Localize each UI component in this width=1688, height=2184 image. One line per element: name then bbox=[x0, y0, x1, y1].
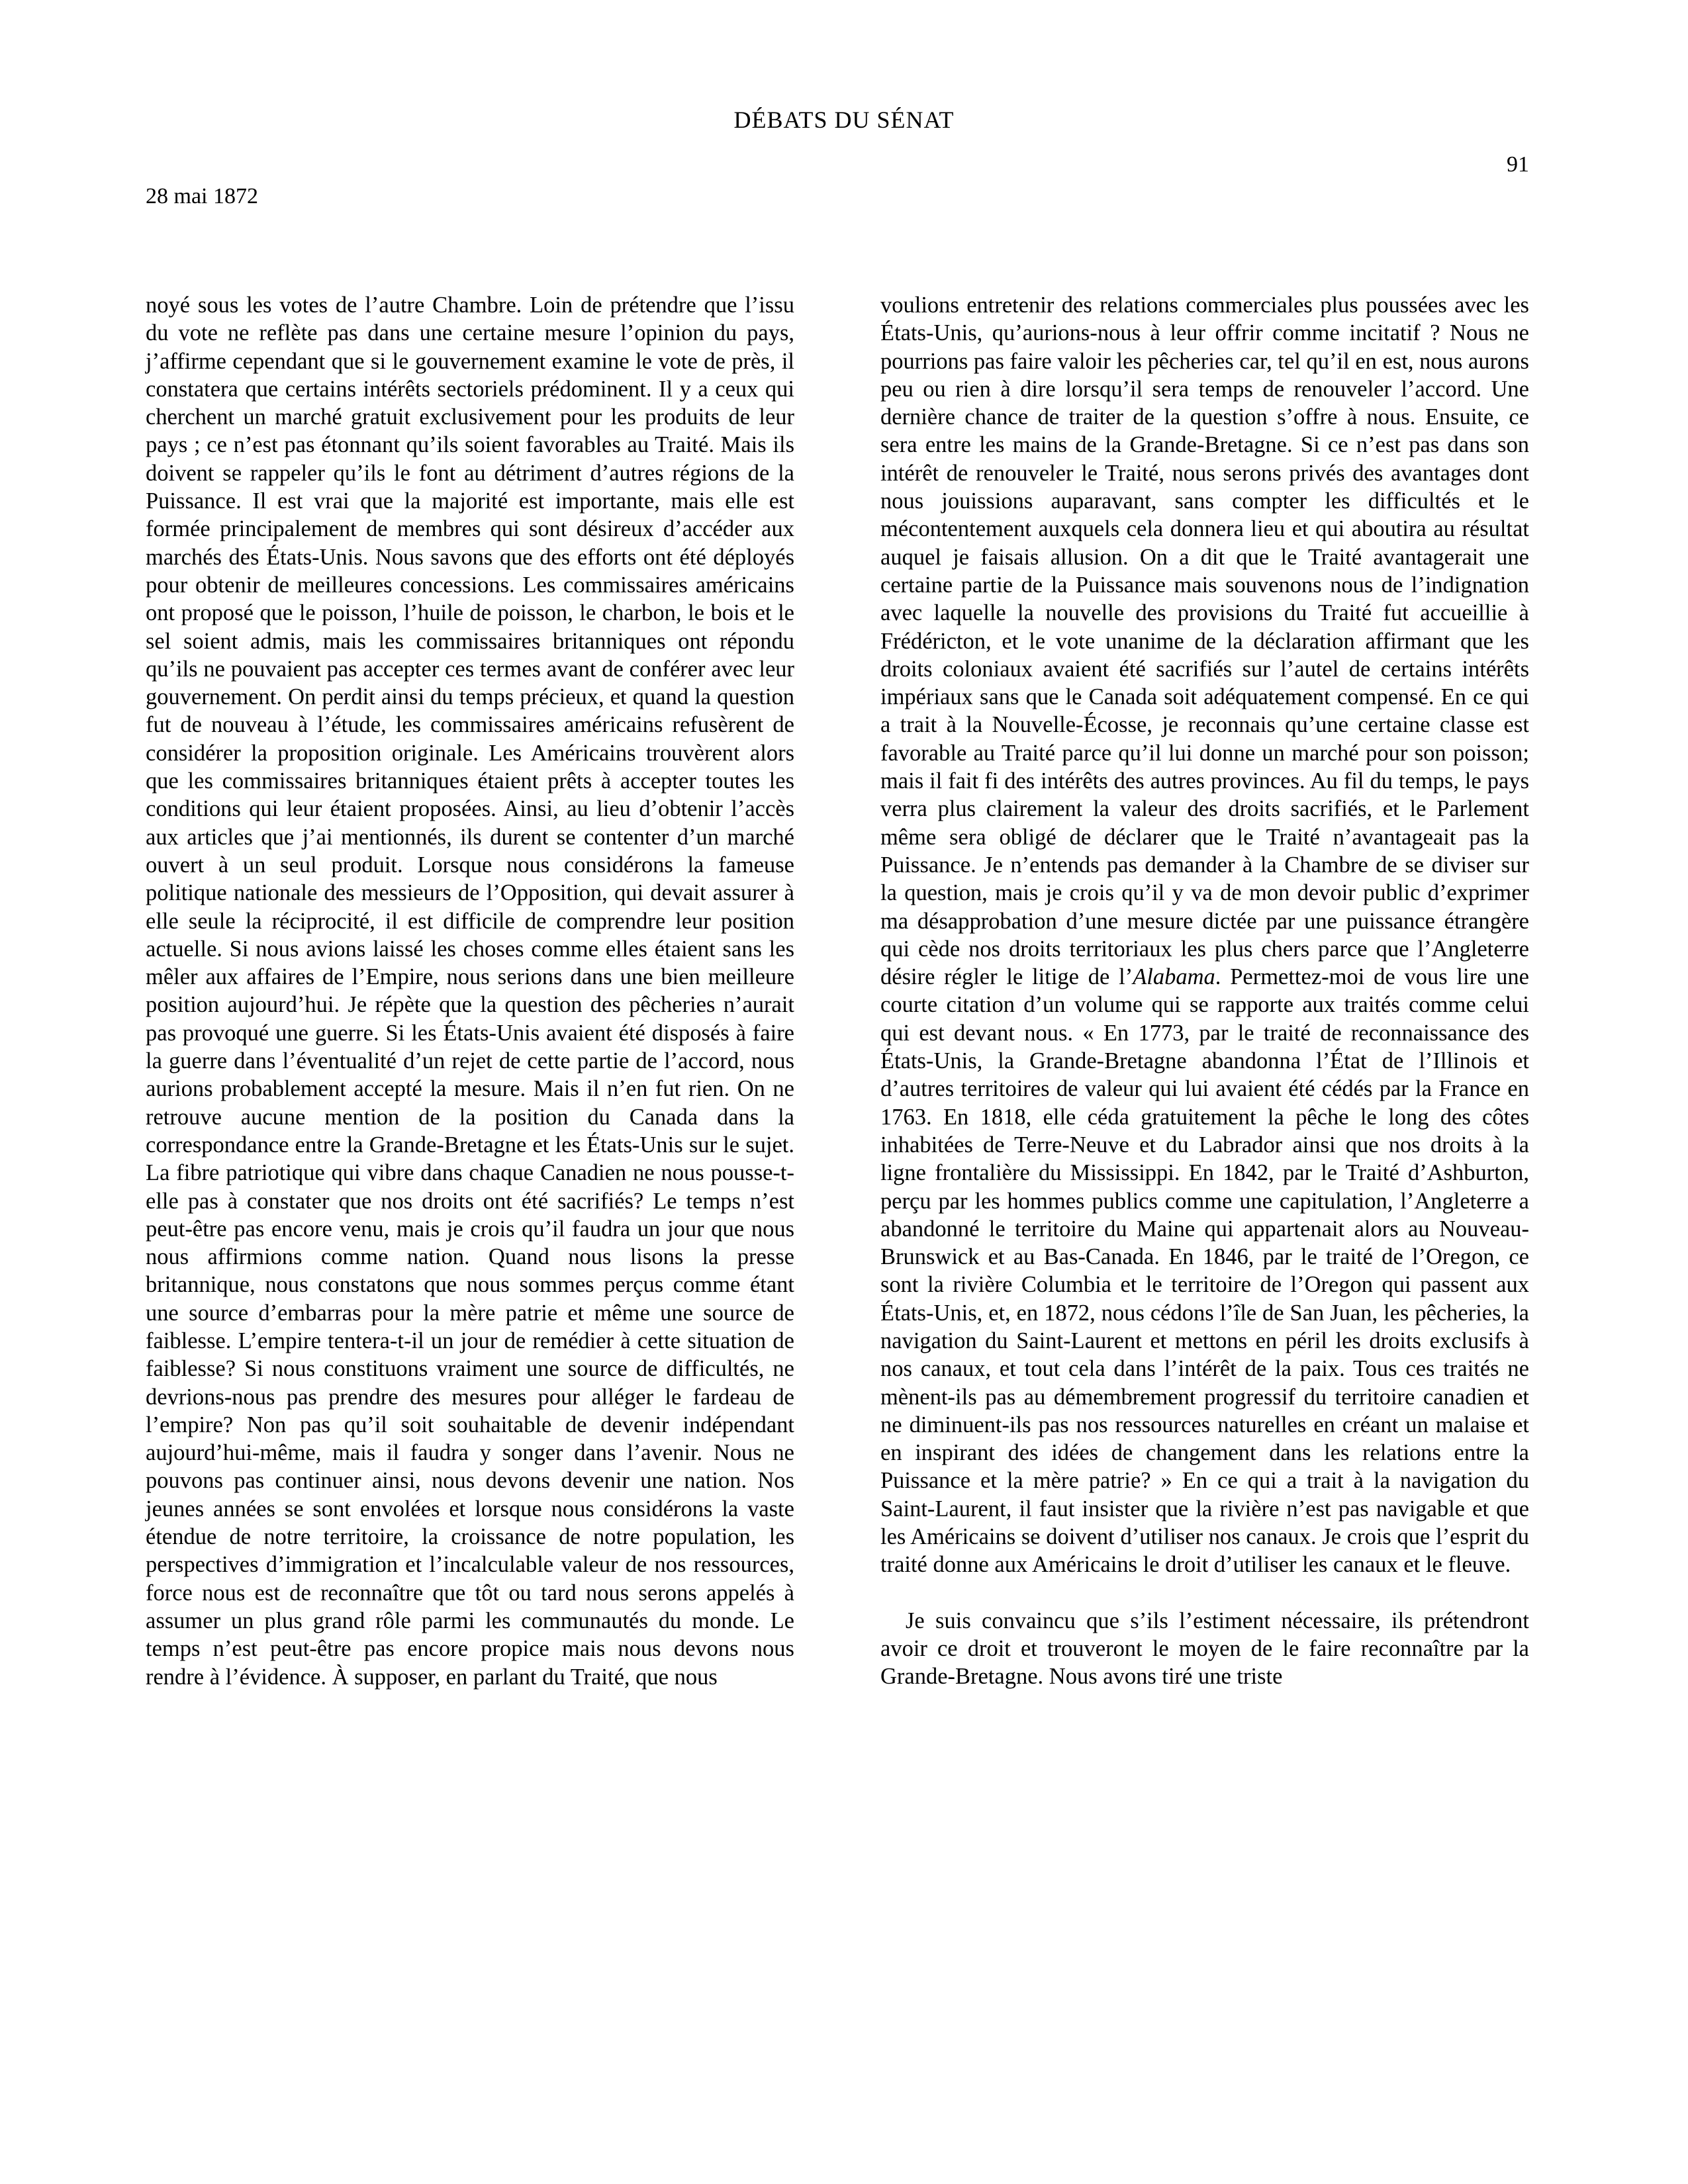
right-paragraph-1 bbox=[880, 291, 1529, 1579]
right-paragraph-1-text-b: . Permettez-moi de vous lire une courte citation d’un volume qui se rapporte aux traités comme celui qui est devant nous. « En 1773, par le traité de reconnaissance des États-Unis, la Grande-Bretagne abandonna l’État de l’Illinois et d’autres territoires de valeur qui lui avaient été cédés par la France en 1763. En 1818, elle céda gratuitement la pêche le long des côtes inhabitées de Terre-Neuve et du Labrador ainsi que nos droits à la ligne frontalière du Mississippi. En 1842, par le Traité d’Ashburton, perçu par les hommes publics comme une capitulation, l’Angleterre a abandonné le territoire du Maine qui appartenait alors au Nouveau-Brunswick et au Bas-Canada. En 1846, par le traité de l’Oregon, ce sont la rivière Columbia et le territoire de l’Oregon qui passent aux États-Unis, et, en 1872, nous cédons l’île de San Juan, les pêcheries, la navigation du Saint-Laurent et mettons en péril les droits exclusifs à nos canaux, et tout cela dans l’intérêt de la paix. Tous ces traités ne mènent-ils pas au démembrement progressif du territoire canadien et ne diminuent-ils pas nos ressources naturelles en créant un malaise et en inspirant des idées de changement dans les relations entre la Puissance et la mère patrie? » En ce qui a trait à la navigation du Saint-Laurent, il faut insister que la rivière n’est pas navigable et que les Américains se doivent d’utiliser nos canaux. Je crois que l’esprit du traité donne aux Américains le droit d’utiliser les canaux et le fleuve. bbox=[880, 964, 1529, 1578]
right-column bbox=[880, 291, 1529, 1691]
page-number: 91 bbox=[1507, 152, 1529, 177]
left-column bbox=[146, 291, 794, 1691]
left-paragraph: noyé sous les votes de l’autre Chambre. Loin de prétendre que l’issu du vote ne reflète pas dans une certaine mesure l’opinion du pays, j’affirme cependant que si le gouvernement examine le vote de près, il constatera que certains intérêts sectoriels prédominent. Il y a ceux qui cherchent un marché gratuit exclusivement pour les produits de leur pays ; ce n’est pas étonnant qu’ils soient favorables au Traité. Mais ils doivent se rappeler qu’ils le font au détriment d’autres régions de la Puissance. Il est vrai que la majorité est importante, mais elle est formée principalement de membres qui sont désireux d’accéder aux marchés des États-Unis. Nous savons que des efforts ont été déployés pour obtenir de meilleures concessions. Les commissaires américains ont proposé que le poisson, l’huile de poisson, le charbon, le bois et le sel soient admis, mais les commissaires britanniques ont répondu qu’ils ne pouvaient pas accepter ces termes avant de conférer avec leur gouvernement. On perdit ainsi du temps précieux, et quand la question fut de nouveau à l’étude, les commissaires américains refusèrent de considérer la proposition originale. Les Américains trouvèrent alors que les commissaires britanniques étaient prêts à accepter toutes les conditions qui leur étaient proposées. Ainsi, au lieu d’obtenir l’accès aux articles que j’ai mentionnés, ils durent se contenter d’un marché ouvert à un seul produit. Lorsque nous considérons la fameuse politique nationale des messieurs de l’Opposition, qui devait assurer à elle seule la réciprocité, il est difficile de comprendre leur position actuelle. Si nous avions laissé les choses comme elles étaient sans les mêler aux affaires de l’Empire, nous serions dans une bien meilleure position aujourd’hui. Je répète que la question des pêcheries n’aurait pas provoqué une guerre. Si les États-Unis avaient été disposés à faire la guerre dans l’éventualité d’un rejet de cette partie de l’accord, nous aurions probablement accepté la mesure. Mais il n’en fut rien. On ne retrouve aucune mention de la position du Canada dans la correspondance entre la Grande-Bretagne et les États-Unis sur le sujet. La fibre patriotique qui vibre dans chaque Canadien ne nous pousse-t-elle pas à constater que nos droits ont été sacrifiés? Le temps n’est peut-être pas encore venu, mais je crois qu’il faudra un jour que nous nous affirmions comme nation. Quand nous lisons la presse britannique, nous constatons que nous sommes perçus comme étant une source d’embarras pour la mère patrie et même une source de faiblesse. L’empire tentera-t-il un jour de remédier à cette situation de faiblesse? Si nous constituons vraiment une source de difficultés, ne devrions-nous pas prendre des mesures pour alléger le fardeau de l’empire? Non pas qu’il soit souhaitable de devenir indépendant aujourd’hui-même, mais il faudra y songer dans l’avenir. Nous ne pouvons pas continuer ainsi, nous devons devenir une nation. Nos jeunes années se sont envolées et lorsque nous considérons la vaste étendue de notre territoire, la croissance de notre population, les perspectives d’immigration et l’incalculable valeur de nos ressources, force nous est de reconnaître que tôt ou tard nous serons appelés à assumer un plus grand rôle parmi les communautés du monde. Le temps n’est peut-être pas encore propice mais nous devons nous rendre à l’évidence. À supposer, en parlant du Traité, que nous bbox=[146, 293, 794, 1690]
alabama-italic: Alabama bbox=[1133, 964, 1215, 990]
right-paragraph-1-text-a: voulions entretenir des relations commerciales plus poussées avec les États-Unis, qu’aurions-nous à leur offrir comme incitatif ? Nous ne pourrions pas faire valoir les pêcheries car, tel qu’il en est, nous aurons peu ou rien à dire lorsqu’il sera temps de renouveler l’accord. Une dernière chance de traiter de la question s’offre à nous. Ensuite, ce sera entre les mains de la Grande-Bretagne. Si ce n’est pas dans son intérêt de renouveler le Traité, nous serons privés des avantages dont nous jouissions auparavant, sans compter les difficultés et le mécontentement auxquels cela donnera lieu et qui aboutira au résultat auquel je faisais allusion. On a dit que le Traité avantagerait une certaine partie de la Puissance mais souvenons nous de l’indignation avec laquelle la nouvelle des provisions du Traité fut accueillie à Frédéricton, et le vote unanime de la déclaration affirmant que les droits coloniaux avaient été sacrifiés sur l’autel de certains intérêts impériaux sans que le Canada soit adéquatement compensé. En ce qui a trait à la Nouvelle-Écosse, je reconnais qu’une certaine classe est favorable au Traité parce qu’il lui donne un marché pour son poisson; mais il fait fi des intérêts des autres provinces. Au fil du temps, le pays verra plus clairement la valeur des droits sacrifiés, et le Parlement même sera obligé de déclarer que le Traité n’avantageait pas la Puissance. Je n’entends pas demander à la Chambre de se diviser sur la question, mais je crois qu’il y va de mon devoir public d’exprimer ma désapprobation d’une mesure dictée par une puissance étrangère qui cède nos droits territoriaux les plus chers parce que l’Angleterre désire régler le litige de l’ bbox=[880, 293, 1529, 990]
right-paragraph-2: Je suis convaincu que s’ils l’estiment nécessaire, ils prétendront avoir ce droit et trouveront le moyen de le faire reconnaître par la Grande-Bretagne. Nous avons tiré une triste bbox=[880, 1608, 1529, 1690]
sitting-date: 28 mai 1872 bbox=[146, 184, 258, 208]
running-title: DÉBATS DU SÉNAT bbox=[733, 107, 955, 133]
